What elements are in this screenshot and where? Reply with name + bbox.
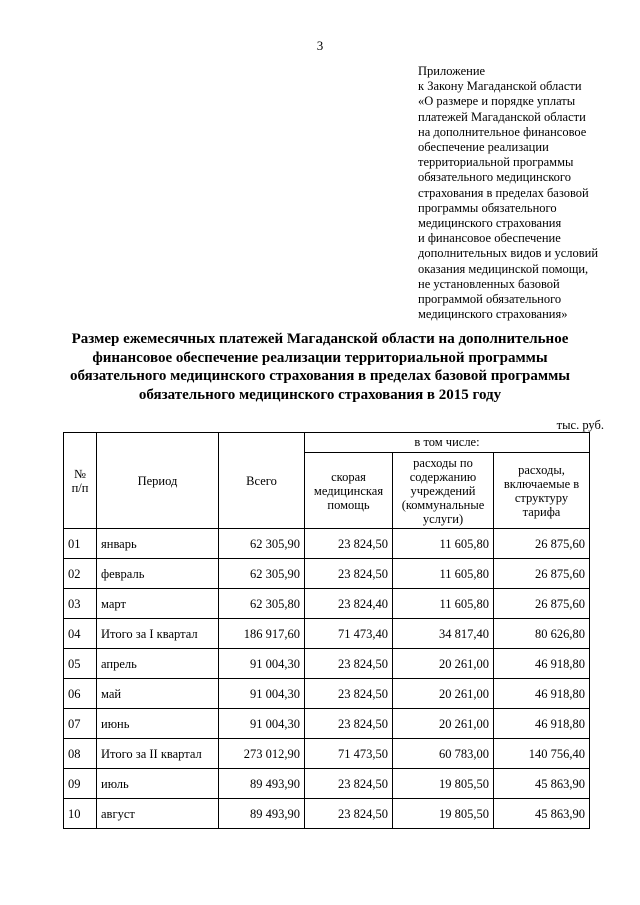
row-ambulance: 23 824,50: [305, 709, 393, 739]
row-tariff: 26 875,60: [494, 529, 590, 559]
document-title: [40, 330, 600, 404]
header-total: Всего: [219, 433, 305, 529]
appendix-line: страхования в пределах базовой: [418, 185, 589, 200]
row-tariff: 46 918,80: [494, 709, 590, 739]
row-num: 10: [64, 799, 97, 829]
appendix-note: [418, 64, 628, 322]
row-period: апрель: [97, 649, 219, 679]
table-row: [64, 739, 590, 769]
row-total: 62 305,90: [219, 559, 305, 589]
row-period: июнь: [97, 709, 219, 739]
row-num: 08: [64, 739, 97, 769]
row-maintenance: 60 783,00: [393, 739, 494, 769]
appendix-line: медицинского страхования: [418, 216, 562, 231]
appendix-line: обеспечение реализации: [418, 140, 549, 155]
appendix-line: и финансовое обеспечение: [418, 231, 561, 246]
row-num: 02: [64, 559, 97, 589]
row-total: 186 917,60: [219, 619, 305, 649]
row-period: январь: [97, 529, 219, 559]
units-label: тыс. руб.: [556, 418, 604, 432]
title-line: финансовое обеспечение реализации территориальной программы: [92, 349, 548, 366]
row-maintenance: 11 605,80: [393, 529, 494, 559]
appendix-line: «О размере и порядке уплаты: [418, 94, 576, 109]
row-tariff: 26 875,60: [494, 559, 590, 589]
row-total: 91 004,30: [219, 679, 305, 709]
row-maintenance: 19 805,50: [393, 769, 494, 799]
header-ambulance: скорая медицинская помощь: [305, 453, 393, 529]
header-maintenance: расходы по содержанию учреждений (коммунальные услуги): [393, 453, 494, 529]
appendix-line: оказания медицинской помощи,: [418, 261, 589, 276]
row-num: 09: [64, 769, 97, 799]
row-num: 06: [64, 679, 97, 709]
row-maintenance: 20 261,00: [393, 709, 494, 739]
row-total: 62 305,90: [219, 529, 305, 559]
table-row: [64, 589, 590, 619]
appendix-line: Приложение: [418, 64, 486, 78]
row-maintenance: 19 805,50: [393, 799, 494, 829]
row-tariff: 45 863,90: [494, 769, 590, 799]
row-maintenance: 34 817,40: [393, 619, 494, 649]
row-total: 91 004,30: [219, 709, 305, 739]
row-total: 273 012,90: [219, 739, 305, 769]
table-row: [64, 649, 590, 679]
row-maintenance: 20 261,00: [393, 649, 494, 679]
row-ambulance: 23 824,50: [305, 559, 393, 589]
row-tariff: 80 626,80: [494, 619, 590, 649]
row-num: 03: [64, 589, 97, 619]
appendix-line: платежей Магаданской области: [418, 109, 586, 124]
table-row: [64, 529, 590, 559]
row-maintenance: 11 605,80: [393, 559, 494, 589]
row-total: 89 493,90: [219, 799, 305, 829]
row-num: 04: [64, 619, 97, 649]
row-total: 89 493,90: [219, 769, 305, 799]
table-row: [64, 619, 590, 649]
title-line: обязательного медицинского страхования в пределах базовой программы: [69, 368, 571, 384]
row-period: Итого за II квартал: [97, 739, 219, 769]
row-ambulance: 71 473,40: [305, 619, 393, 649]
row-tariff: 26 875,60: [494, 589, 590, 619]
appendix-line: к Закону Магаданской области: [418, 79, 582, 94]
row-num: 01: [64, 529, 97, 559]
table-row: [64, 679, 590, 709]
row-ambulance: 23 824,50: [305, 769, 393, 799]
row-period: февраль: [97, 559, 219, 589]
page-number: 3: [316, 38, 324, 53]
table-row: [64, 559, 590, 589]
row-ambulance: 23 824,40: [305, 589, 393, 619]
header-including: в том числе:: [305, 433, 590, 453]
table-row: [64, 799, 590, 829]
row-ambulance: 23 824,50: [305, 529, 393, 559]
appendix-line: территориальной программы: [418, 155, 574, 170]
row-tariff: 140 756,40: [494, 739, 590, 769]
row-num: 05: [64, 649, 97, 679]
row-ambulance: 23 824,50: [305, 679, 393, 709]
appendix-line: дополнительных видов и условий: [418, 246, 599, 261]
row-period: Итого за I квартал: [97, 619, 219, 649]
appendix-line: на дополнительное финансовое: [418, 124, 587, 139]
row-period: август: [97, 799, 219, 829]
row-period: июль: [97, 769, 219, 799]
row-period: март: [97, 589, 219, 619]
row-maintenance: 11 605,80: [393, 589, 494, 619]
header-tariff: расходы, включаемые в структуру тарифа: [494, 453, 590, 529]
row-tariff: 46 918,80: [494, 649, 590, 679]
row-tariff: 45 863,90: [494, 799, 590, 829]
row-total: 62 305,80: [219, 589, 305, 619]
row-ambulance: 23 824,50: [305, 799, 393, 829]
appendix-line: обязательного медицинского: [418, 170, 572, 185]
header-period: Период: [97, 433, 219, 529]
appendix-line: программой обязательного: [418, 292, 562, 307]
row-ambulance: 71 473,50: [305, 739, 393, 769]
title-line: Размер ежемесячных платежей Магаданской области на дополнительное: [71, 331, 569, 347]
title-line: обязательного медицинского страхования в 2015 году: [138, 386, 502, 403]
row-total: 91 004,30: [219, 649, 305, 679]
row-period: май: [97, 679, 219, 709]
payments-table: [63, 432, 590, 829]
appendix-line: программы обязательного: [418, 200, 557, 215]
row-ambulance: 23 824,50: [305, 649, 393, 679]
row-tariff: 46 918,80: [494, 679, 590, 709]
appendix-line: не установленных базовой: [418, 276, 560, 291]
header-num: № п/п: [64, 433, 97, 529]
appendix-line: медицинского страхования»: [418, 307, 568, 322]
table-row: [64, 709, 590, 739]
row-num: 07: [64, 709, 97, 739]
row-maintenance: 20 261,00: [393, 679, 494, 709]
table-row: [64, 769, 590, 799]
